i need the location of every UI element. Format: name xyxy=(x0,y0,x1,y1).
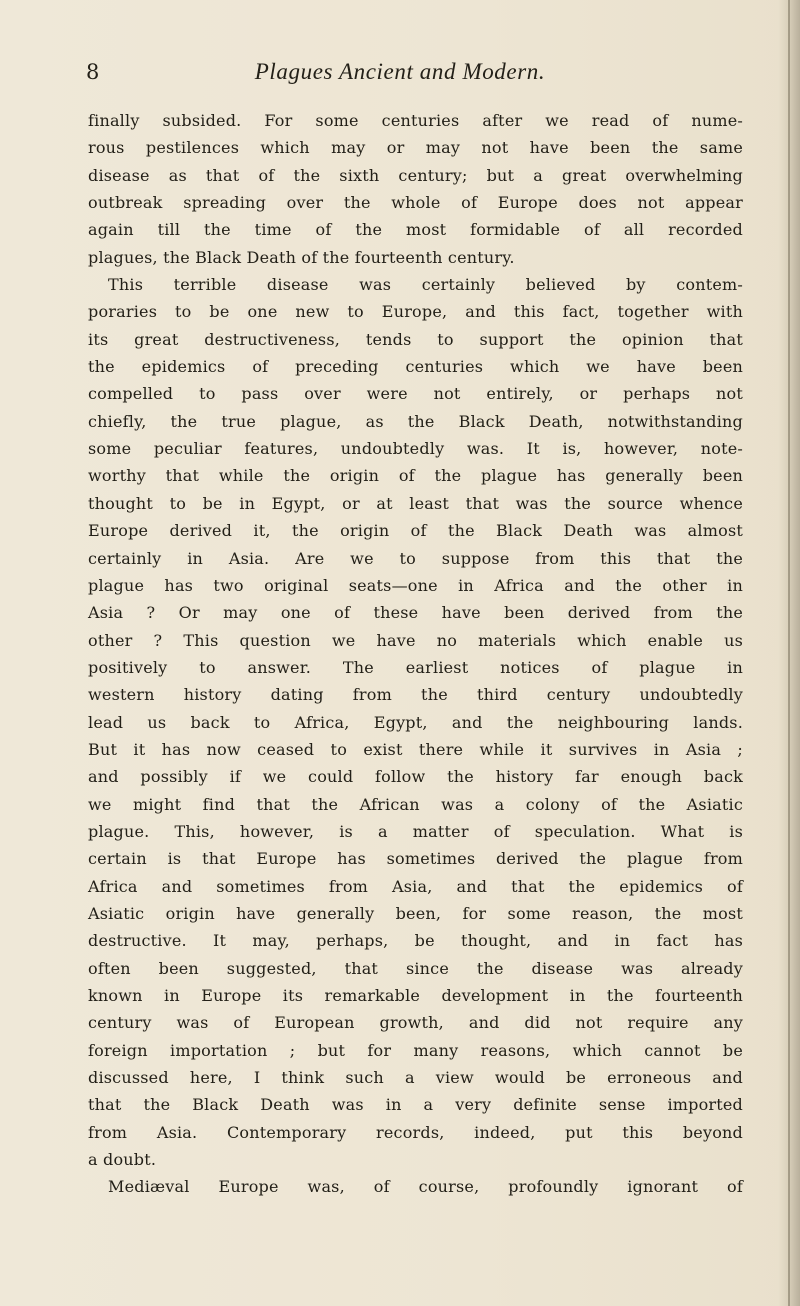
text-line: a doubt. xyxy=(88,1150,157,1170)
text-line: often been suggested, that since the disease was already xyxy=(88,958,743,978)
text-line: foreign importation ; but for many reasons, which cannot be xyxy=(88,1040,743,1060)
text-line: positively to answer. The earliest notices of plague in xyxy=(88,657,743,677)
text-line: Europe derived it, the origin of the Black Death was almost xyxy=(88,521,743,541)
page-header xyxy=(0,58,800,88)
text-line: some peculiar features, undoubtedly was. It is, however, note- xyxy=(88,439,743,459)
text-line: But it has now ceased to exist there while it survives in Asia ; xyxy=(88,739,743,759)
text-line: Asia ? Or may one of these have been derived from the xyxy=(88,603,743,623)
text-line: and possibly if we could follow the history far enough back xyxy=(88,767,743,787)
text-line: century was of European growth, and did not require any xyxy=(88,1013,743,1033)
text-line: chiefly, the true plague, as the Black Death, notwithstanding xyxy=(88,411,743,431)
text-line: rous pestilences which may or may not have been the same xyxy=(88,138,743,158)
text-line: thought to be in Egypt, or at least that was the source whence xyxy=(88,493,743,513)
page-edge-line xyxy=(788,0,790,1306)
text-line: plagues, the Black Death of the fourteenth century. xyxy=(88,247,515,267)
text-line: the epidemics of preceding centuries which we have been xyxy=(88,357,743,377)
text-line: from Asia. Contemporary records, indeed, put this beyond xyxy=(88,1122,743,1142)
text-line: western history dating from the third century undoubtedly xyxy=(88,685,743,705)
text-line: its great destructiveness, tends to support the opinion that xyxy=(88,329,743,349)
page-number: 8 xyxy=(86,60,100,84)
text-line: poraries to be one new to Europe, and this fact, together with xyxy=(88,302,743,322)
text-line: we might find that the African was a colony of the Asiatic xyxy=(88,794,743,814)
body-text xyxy=(88,107,743,1201)
text-line: This terrible disease was certainly believed by contem- xyxy=(108,275,743,295)
text-line: disease as that of the sixth century; but a great overwhelming xyxy=(88,165,743,185)
text-line: destructive. It may, perhaps, be thought, and in fact has xyxy=(88,931,743,951)
text-line: again till the time of the most formidable of all recorded xyxy=(88,220,743,240)
text-line: outbreak spreading over the whole of Europe does not appear xyxy=(88,193,743,213)
text-line: Mediæval Europe was, of course, profoundly ignorant of xyxy=(108,1177,743,1197)
text-line: Asiatic origin have generally been, for some reason, the most xyxy=(88,903,743,923)
text-line: that the Black Death was in a very definite sense imported xyxy=(88,1095,743,1115)
text-line: plague has two original seats—one in Africa and the other in xyxy=(88,575,743,595)
text-line: discussed here, I think such a view would be erroneous and xyxy=(88,1068,743,1088)
text-line: lead us back to Africa, Egypt, and the neighbouring lands. xyxy=(88,712,743,732)
text-line: certain is that Europe has sometimes derived the plague from xyxy=(88,849,743,869)
text-line: Africa and sometimes from Asia, and that the epidemics of xyxy=(88,876,743,896)
text-line: certainly in Asia. Are we to suppose from this that the xyxy=(88,548,743,568)
text-line: worthy that while the origin of the plague has generally been xyxy=(88,466,743,486)
text-line: plague. This, however, is a matter of speculation. What is xyxy=(88,821,743,841)
text-line: compelled to pass over were not entirely, or perhaps not xyxy=(88,384,743,404)
text-line: other ? This question we have no materials which enable us xyxy=(88,630,743,650)
text-line: finally subsided. For some centuries after we read of nume- xyxy=(88,111,743,130)
running-title: Plagues Ancient and Modern. xyxy=(254,59,546,84)
text-line: known in Europe its remarkable development in the fourteenth xyxy=(88,986,743,1005)
